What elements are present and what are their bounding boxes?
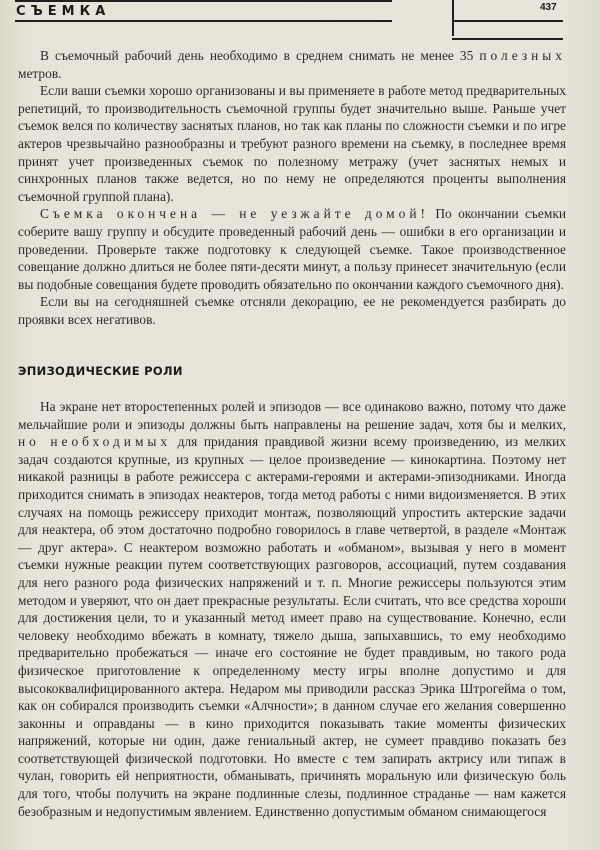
section-2-text: [18, 398, 566, 820]
header-top-rule: [15, 0, 392, 2]
paragraph: [18, 47, 566, 82]
header-underline-rule: [15, 20, 392, 22]
text-run: для придания правдивой жизни всему произведению, из мелких задач создаются крупные, из крупных — целое произведение — кинокартина. Поэтому нет никакой разницы в работе режиссера с актерами-героями и актерами-эпизодниками. Иногда приходится снимать в эпизодах неактеров, тогда метод работы с ними видоизменяется. В этих случаях на помощь режиссеру приходит монтаж, позволяющий упростить актерские задачи для неактера, об этом достаточно подробно говорилось в главе четвертой, в разделе «Монтаж — друг актера». С неактером возможно работать и «обманом», вызывая у него в момент съемки нужные реакции путем соответствующих разговоров, ассоциаций, путем создавания для него разного рода физических напряжений и т. п. Многие режиссеры пользуются этим методом и уверяют, что он дает прекрасные результаты. Если считать, что все средства хороши для достижения цели, то и указанный метод имеет право на существование. Конечно, если человеку необходимо вбежать в комнату, тяжело дыша, запыхавшись, то ему необходимо предварительно пробежаться — иначе его состояние не будет правдивым, но такого рода физическое приготовление к определенному месту игры вполне допустимо и для высококвалифицированного актера. Недаром мы приводили рассказ Эрика Штрогейма о том, как он собирался производить съемки «Алчности»; в данном случае его желания совершенно законны и оправданы — в кино приходится показывать такие моменты физических напряжений, которые ни один, даже гениальный актер, не сумеет правдиво показать без соответствующей физической подготовки. Но вместе с тем запирать актрису или типаж в чулан, говорить ей неприятности, обманывать, причинять моральную или физическую боль для того, чтобы получить на экране подлинные слезы, подлинное страданье — нам кажется безобразным и недопустимым явлением. Единственно допустимым обманом снимающегося: [18, 434, 566, 819]
header-right-rule: [453, 20, 563, 22]
page-number: 437: [540, 2, 557, 13]
header-right-bottom-rule: [452, 38, 563, 40]
running-title: СЪЕМКА: [16, 4, 111, 19]
paragraph: Если ваши съемки хорошо организованы и вы применяете в работе метод предварительных репетиций, то производительность съемочной группы будет значительно выше. Раньше учет съемок велся по количеству заснятых планов, но так как планы по сложности съемки и по игре актеров чрезвычайно разнообразны и требуют разного времени на съемку, в последнее время принят учет произведенных съемок по полезному метражу (учет заснятых немых и синхронных планов также ведется, но по нему не определяются проценты выполнения съемочной группой плана).: [18, 83, 566, 204]
text-run: На экране нет второстепенных ролей и эпизодов — все одинаково важно, потому что даже мельчайшие роли и эпизоды должны быть направлены на решение задач, хотя бы и мелких,: [18, 399, 566, 432]
paragraph: Если вы на сегодняшней съемке отсняли декорацию, ее не рекомендуется разбирать до проявки всех негативов.: [18, 294, 566, 327]
text-run: метров.: [18, 65, 62, 81]
section-1-text: [18, 47, 566, 329]
text-run: По окончании съемки соберите вашу группу и обсудите проведенный рабочий день — ошибки в его организации и проведении. Проверьте также подготовку к следующей съемке. Такое производственное совещание должно длиться не более пяти-десяти минут, а пользу принесет значительную (если вы подобные совещания будете проводить обязательно по окончании каждого съемочного дня).: [18, 206, 566, 292]
spaced-emphasis: Съемка окончена — не уезжайте домой!: [40, 206, 429, 222]
spaced-emphasis: полезных: [479, 48, 566, 63]
header-vertical-rule: [452, 0, 454, 36]
text-run: В съемочный рабочий день необходимо в среднем снимать не менее 35: [40, 48, 480, 63]
spaced-emphasis: но необходимых: [18, 434, 172, 450]
paragraph: [18, 205, 566, 293]
paragraph: [18, 398, 566, 820]
section-heading: ЭПИЗОДИЧЕСКИЕ РОЛИ: [18, 364, 183, 378]
